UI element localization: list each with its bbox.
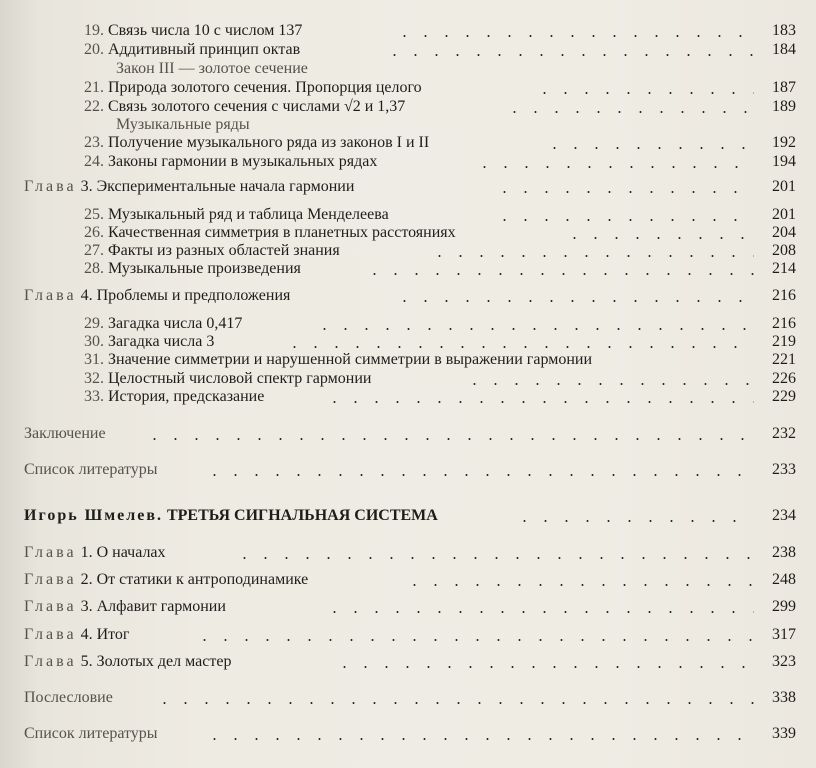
entry-page: 233 <box>772 461 796 478</box>
entry-number: 28. <box>84 260 104 277</box>
entry-page: 238 <box>772 544 796 561</box>
entry-page: 232 <box>772 425 796 442</box>
entry-number: 31. <box>84 351 104 368</box>
entry-page: 201 <box>772 178 796 195</box>
entry-page: 338 <box>772 689 796 706</box>
toc-entry <box>84 241 754 261</box>
chapter-title: 2. От статики к антроподинамике <box>80 571 309 588</box>
section-title: Список литературы <box>24 461 158 478</box>
chapter-title: 4. Проблемы и предположения <box>80 287 291 304</box>
part-title: ТРЕТЬЯ СИГНАЛЬНАЯ СИСТЕМА <box>166 507 438 524</box>
entry-page: 221 <box>772 351 796 368</box>
section-title: Послесловие <box>24 689 113 706</box>
chapter-title: 1. О началах <box>80 544 166 561</box>
entry-number: 22. <box>84 98 104 115</box>
entry-number: 27. <box>84 242 104 259</box>
entry-page: 189 <box>772 98 796 115</box>
entry-title: Целостный числовой спектр гармонии <box>108 370 372 387</box>
entry-title: Музыкальный ряд и таблица Менделеева <box>108 206 389 223</box>
entry-title: Аддитивный принцип октав <box>108 41 301 58</box>
entry-title: Связь числа 10 с числом 137 <box>108 22 303 39</box>
entry-title: Загадка числа 0,417 <box>108 315 243 332</box>
toc-entry <box>84 369 754 389</box>
chapter-prefix: Глава <box>24 287 77 304</box>
toc-chapter <box>24 177 754 197</box>
entry-title: Связь золотого сечения с числами √2 и 1,37 <box>108 98 406 115</box>
toc-chapter <box>24 286 754 306</box>
toc-entry <box>84 259 754 279</box>
entry-page: 194 <box>772 153 796 170</box>
toc-chapter <box>24 652 754 672</box>
section-title: Список литературы <box>24 725 158 742</box>
entry-number: 24. <box>84 153 104 170</box>
toc-entry <box>84 223 754 243</box>
entry-number: 23. <box>84 134 104 151</box>
chapter-title: 5. Золотых дел мастер <box>80 653 232 670</box>
entry-number: 19. <box>84 22 104 39</box>
chapter-title: 3. Алфавит гармонии <box>80 598 226 615</box>
chapter-title: 3. Экспериментальные начала гармонии <box>80 178 355 195</box>
entry-page: 214 <box>772 260 796 277</box>
entry-page: 323 <box>772 653 796 670</box>
toc-entry <box>84 205 754 225</box>
entry-page: 248 <box>772 571 796 588</box>
entry-page: 226 <box>772 370 796 387</box>
toc-entry <box>84 314 754 334</box>
entry-title: Значение симметрии и нарушенной симметрии в выражении гармонии <box>108 351 593 368</box>
entry-number: 33. <box>84 388 104 405</box>
toc-entry <box>84 133 754 153</box>
entry-title: Загадка числа 3 <box>108 333 215 350</box>
entry-page: 187 <box>772 79 796 96</box>
chapter-prefix: Глава <box>24 544 77 561</box>
entry-title: Природа золотого сечения. Пропорция целого <box>108 79 422 96</box>
entry-page: 317 <box>772 626 796 643</box>
toc-entry <box>84 350 754 370</box>
toc-entry <box>84 78 754 98</box>
entry-title: Законы гармонии в музыкальных рядах <box>108 153 378 170</box>
toc-section <box>24 460 754 480</box>
chapter-prefix: Глава <box>24 653 77 670</box>
entry-number: 29. <box>84 315 104 332</box>
chapter-prefix: Глава <box>24 598 77 615</box>
toc-chapter <box>24 543 754 563</box>
entry-title: Факты из разных областей знания <box>108 242 340 259</box>
toc-section <box>24 688 754 708</box>
toc-entry <box>84 387 754 407</box>
toc-chapter <box>24 597 754 617</box>
entry-page: 201 <box>772 206 796 223</box>
toc-entry <box>84 21 754 41</box>
entry-page: 184 <box>772 41 796 58</box>
entry-page: 229 <box>772 388 796 405</box>
toc-entry <box>84 332 754 352</box>
entry-page: 234 <box>772 507 796 524</box>
entry-page: 216 <box>772 287 796 304</box>
toc-section <box>24 424 754 444</box>
chapter-title: 4. Итог <box>80 626 130 643</box>
entry-page: 204 <box>772 224 796 241</box>
toc-subheading: Музыкальные ряды <box>116 116 250 133</box>
section-title: Заключение <box>24 425 106 442</box>
entry-page: 339 <box>772 725 796 742</box>
entry-title: Качественная симметрия в планетных расстояниях <box>108 224 456 241</box>
chapter-prefix: Глава <box>24 626 77 643</box>
toc-chapter <box>24 570 754 590</box>
entry-title: Музыкальные произведения <box>108 260 301 277</box>
chapter-prefix: Глава <box>24 178 77 195</box>
part-author: Игорь Шмелев. <box>24 507 163 524</box>
toc-entry <box>84 97 754 117</box>
entry-number: 32. <box>84 370 104 387</box>
toc-chapter <box>24 625 754 645</box>
entry-number: 30. <box>84 333 104 350</box>
toc-section <box>24 724 754 744</box>
entry-title: История, предсказание <box>108 388 265 405</box>
entry-page: 183 <box>772 22 796 39</box>
entry-page: 219 <box>772 333 796 350</box>
entry-number: 20. <box>84 41 104 58</box>
entry-page: 208 <box>772 242 796 259</box>
entry-page: 216 <box>772 315 796 332</box>
toc-entry <box>84 40 754 60</box>
entry-number: 25. <box>84 206 104 223</box>
toc-entry <box>84 152 754 172</box>
chapter-prefix: Глава <box>24 571 77 588</box>
entry-page: 192 <box>772 134 796 151</box>
entry-page: 299 <box>772 598 796 615</box>
entry-title: Получение музыкального ряда из законов I и II <box>108 134 430 151</box>
entry-number: 21. <box>84 79 104 96</box>
entry-number: 26. <box>84 224 104 241</box>
toc-part <box>24 506 754 526</box>
toc-subheading: Закон III — золотое сечение <box>116 60 308 77</box>
